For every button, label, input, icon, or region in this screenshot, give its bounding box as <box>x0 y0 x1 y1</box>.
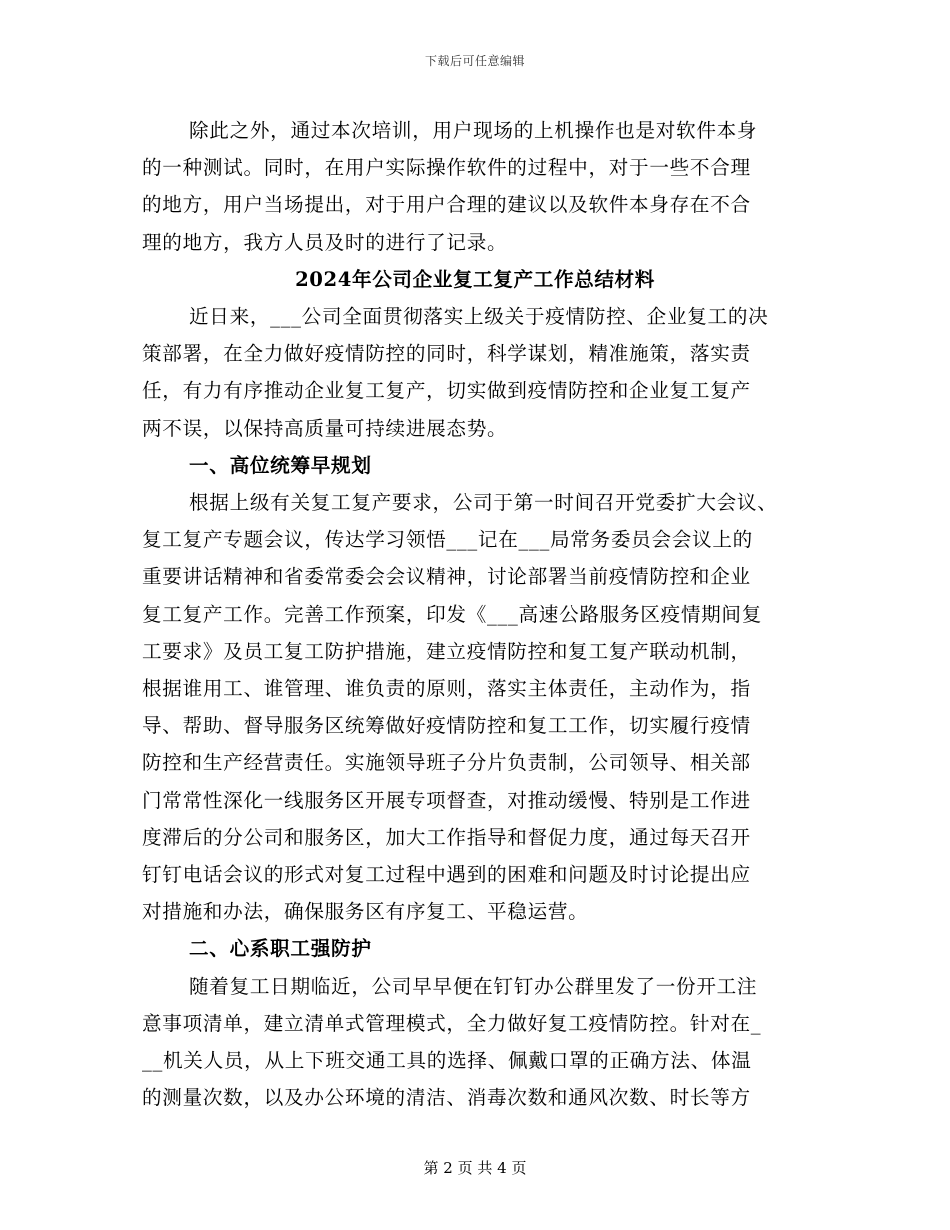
paragraph-line: 的测量次数，以及办公环境的清洁、消毒次数和通风次数、时长等方 <box>142 1086 751 1109</box>
paragraph-line: 近日来，___公司全面贯彻落实上级关于疫情防控、企业复工的决 <box>189 305 769 328</box>
paragraph-line: 重要讲话精神和省委常委会会议精神，讨论部署当前疫情防控和企业 <box>142 565 751 588</box>
paragraph-line: 复工复产工作。完善工作预案，印发《___高速公路服务区疫情期间复 <box>142 603 763 626</box>
paragraph-line: 度滞后的分公司和服务区，加大工作指导和督促力度，通过每天召开 <box>142 826 751 849</box>
page-number: 第 2 页 共 4 页 <box>423 1159 527 1177</box>
paragraph-line: 任，有力有序推动企业复工复产，切实做到疫情防控和企业复工复产 <box>142 379 751 402</box>
paragraph-line: 根据上级有关复工复产要求，公司于第一时间召开党委扩大会议、 <box>189 491 778 514</box>
paragraph-line: 的一种测试。同时，在用户实际操作软件的过程中，对于一些不合理 <box>142 156 751 179</box>
paragraph-line: 的地方，用户当场提出，对于用户合理的建议以及软件本身存在不合 <box>142 193 751 216</box>
document-title: 2024年公司企业复工复产工作总结材料 <box>295 268 655 291</box>
paragraph-line: 随着复工日期临近，公司早早便在钉钉办公群里发了一份开工注 <box>189 975 758 998</box>
paragraph-line: __机关人员，从上下班交通工具的选择、佩戴口罩的正确方法、体温 <box>142 1049 752 1072</box>
paragraph-line: 门常常性深化一线服务区开展专项督查，对推动缓慢、特别是工作进 <box>142 789 751 812</box>
paragraph-line: 对措施和办法，确保服务区有序复工、平稳运营。 <box>142 900 589 923</box>
paragraph-line: 理的地方，我方人员及时的进行了记录。 <box>142 231 508 254</box>
header-note: 下载后可任意编辑 <box>424 54 525 68</box>
paragraph-line: 防控和生产经营责任。实施领导班子分片负责制，公司领导、相关部 <box>142 751 751 774</box>
paragraph-line: 根据谁用工、谁管理、谁负责的原则，落实主体责任，主动作为，指 <box>142 677 751 700</box>
paragraph-line: 复工复产专题会议，传达学习领悟___记在___局常务委员会会议上的 <box>142 528 753 551</box>
section-heading-2: 二、心系职工强防护 <box>189 937 372 960</box>
paragraph-line: 钉钉电话会议的形式对复工过程中遇到的困难和问题及时讨论提出应 <box>142 863 751 886</box>
paragraph-line: 意事项清单，建立清单式管理模式，全力做好复工疫情防控。针对在_ <box>142 1012 762 1035</box>
paragraph-line: 策部署，在全力做好疫情防控的同时，科学谋划，精准施策，落实责 <box>142 342 751 365</box>
paragraph-line: 工要求》及员工复工防护措施，建立疫情防控和复工复产联动机制， <box>142 640 751 663</box>
paragraph-line: 除此之外，通过本次培训，用户现场的上机操作也是对软件本身 <box>189 119 758 142</box>
section-heading-1: 一、高位统筹早规划 <box>189 454 372 477</box>
paragraph-line: 导、帮助、督导服务区统筹做好疫情防控和复工工作，切实履行疫情 <box>142 714 751 737</box>
paragraph-line: 两不误，以保持高质量可持续进展态势。 <box>142 417 508 440</box>
